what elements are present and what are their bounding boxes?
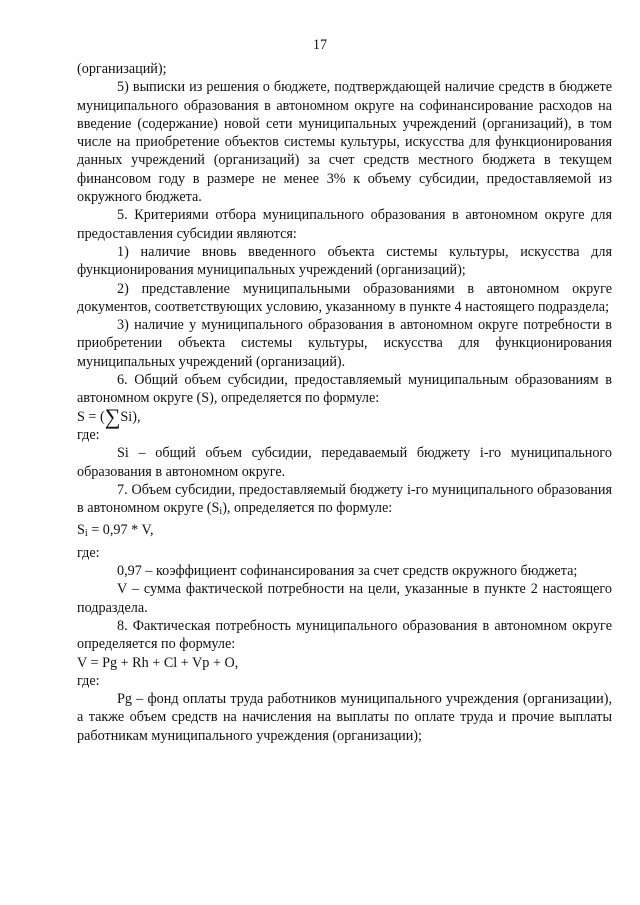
subscript: i bbox=[84, 528, 88, 540]
paragraph: 8. Фактическая потребность муниципального образования в автономном округе определяется по формуле: bbox=[77, 617, 612, 653]
text-run: ), определяется по формуле: bbox=[222, 500, 393, 517]
paragraph: 5) выписки из решения о бюджете, подтверждающей наличие средств в бюджете муниципального образования в автономном округе на софинансирование расходов на введение (содержание) новой сети муниципальных учреждений (организаций), в том числе на приобретение объектов системы культуры, искусства для функционирования данных учреждений (организаций) за счет средств местного бюджета в текущем финансовом году в размере не менее 3% к объему субсидии, предоставляемой из окружного бюджета. bbox=[77, 79, 612, 206]
paragraph: 1) наличие вновь введенного объекта системы культуры, искусства для функционирования муниципальных учреждений (организаций); bbox=[77, 243, 612, 279]
paragraph: (организаций); bbox=[77, 61, 167, 77]
formula-total-subsidy bbox=[77, 403, 612, 429]
paragraph: 2) представление муниципальными образованиями в автономном округе документов, соответствующих условию, указанному в пункте 4 настоящего подраздела; bbox=[77, 280, 612, 315]
paragraph: Si – общий объем субсидии, передаваемый бюджету i-го муниципального образования в автономном округе. bbox=[77, 445, 612, 480]
where-label: где: bbox=[77, 544, 100, 561]
where-label: где: bbox=[77, 426, 100, 443]
where-label: где: bbox=[77, 672, 100, 689]
formula-need: V = Pg + Rh + Cl + Vp + O, bbox=[77, 654, 239, 671]
sum-symbol: ∑ bbox=[104, 403, 121, 429]
subscript: i bbox=[219, 506, 223, 518]
formula-part: S = ( bbox=[77, 408, 105, 425]
paragraph bbox=[77, 481, 612, 522]
formula-part: = 0,97 * V, bbox=[87, 522, 154, 539]
document-body bbox=[77, 60, 612, 745]
text-run: 7. Объем субсидии, предоставляемый бюджету i-го муниципального образования в автономном округе (S bbox=[77, 481, 612, 517]
paragraph: 0,97 – коэффициент софинансирования за счет средств окружного бюджета; bbox=[117, 563, 578, 580]
page-number: 17 bbox=[312, 37, 328, 53]
formula-part: S bbox=[77, 522, 85, 539]
formula-subsidy-i bbox=[77, 521, 612, 543]
paragraph: Pg – фонд оплаты труда работников муниципального учреждения (организации), а также объем средств на начисления на выплаты по оплате труда и прочие выплаты работникам муниципального учреждения (организации); bbox=[77, 691, 612, 744]
paragraph: 5. Критериями отбора муниципального образования в автономном округе для предоставления субсидии являются: bbox=[77, 207, 612, 242]
paragraph: V – сумма фактической потребности на цели, указанные в пункте 2 настоящего подраздела. bbox=[77, 581, 612, 616]
paragraph: 3) наличие у муниципального образования в автономном округе потребности в приобретении объекта системы культуры, искусства для функционирования муниципальных учреждений (организаций). bbox=[77, 317, 612, 370]
formula-part: Si), bbox=[120, 408, 141, 425]
paragraph: 6. Общий объем субсидии, предоставляемый муниципальным образованиям в автономном округе (S), определяется по формуле: bbox=[77, 372, 612, 407]
